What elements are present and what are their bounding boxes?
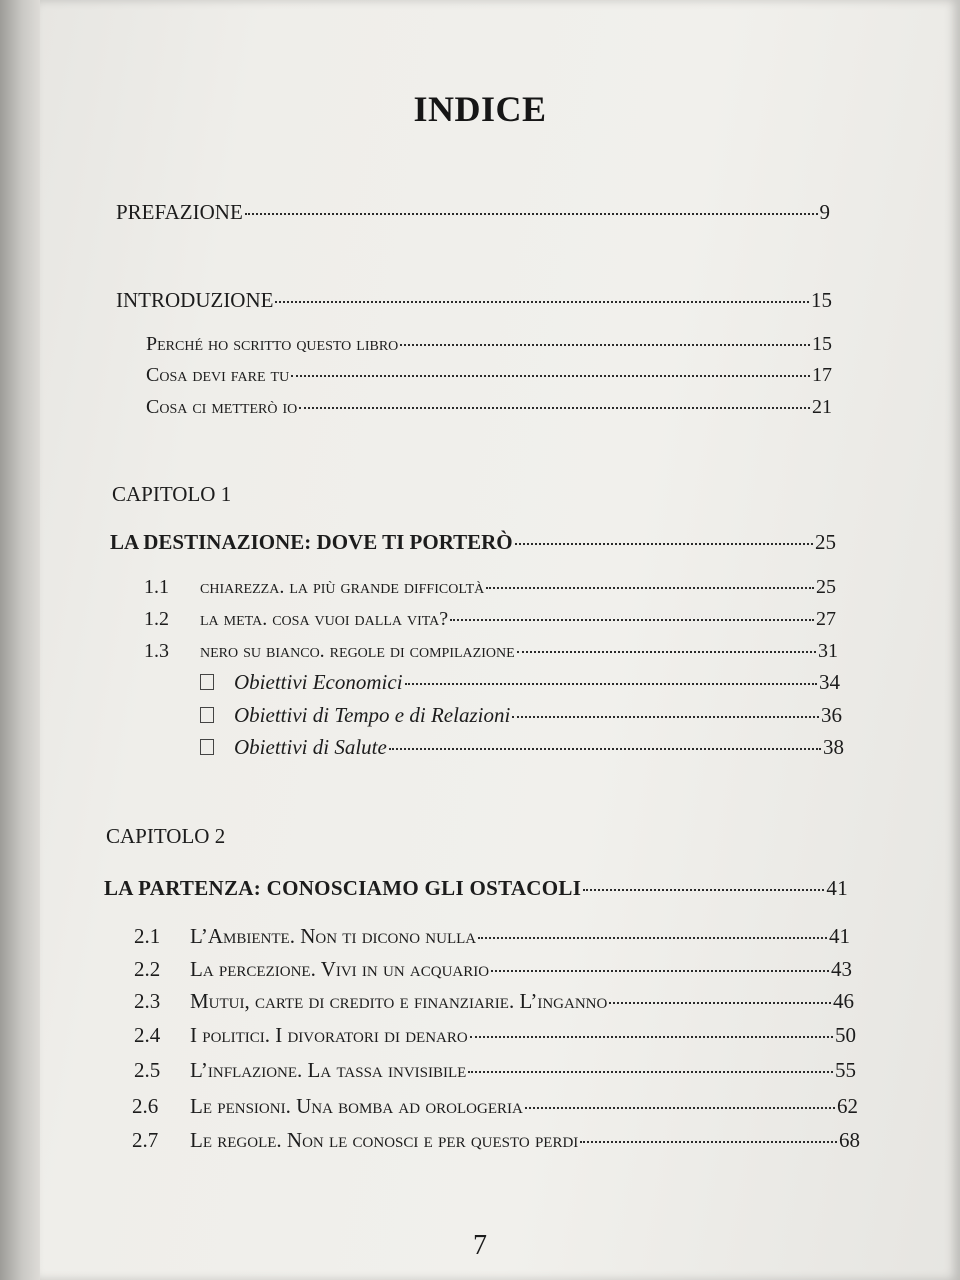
section-number: 1.1 xyxy=(144,576,169,598)
dot-leader xyxy=(525,1086,835,1109)
entry-page: 15 xyxy=(811,288,832,312)
entry-page: 21 xyxy=(812,396,832,418)
toc-section xyxy=(134,1054,856,1083)
entry-label: La percezione. Vivi in un acquario xyxy=(190,957,490,981)
section-number: 1.2 xyxy=(144,608,169,630)
dot-leader xyxy=(491,949,829,972)
entry-label: Le regole. Non le conosci e per questo perdi xyxy=(190,1128,579,1152)
toc-section xyxy=(134,920,850,949)
section-number: 2.5 xyxy=(134,1058,161,1082)
entry-label: Perché ho scritto questo libro xyxy=(146,333,399,355)
entry-label: L’Ambiente. Non ti dicono nulla xyxy=(190,924,477,948)
entry-label: INTRODUZIONE xyxy=(116,288,274,312)
entry-label: Obiettivi Economici xyxy=(234,670,403,694)
section-number: 2.7 xyxy=(132,1128,159,1152)
chapter-title-entry xyxy=(104,872,848,901)
dot-leader xyxy=(275,280,809,303)
toc-section xyxy=(144,635,838,663)
toc-bullet-entry xyxy=(200,731,844,760)
entry-label: Cosa devi fare tu xyxy=(146,364,290,386)
toc-subentry xyxy=(146,328,832,356)
entry-page: 15 xyxy=(812,333,832,355)
entry-page: 68 xyxy=(839,1128,860,1152)
entry-page: 55 xyxy=(835,1058,856,1082)
entry-label: LA PARTENZA: CONOSCIAMO GLI OSTACOLI xyxy=(104,876,582,900)
dot-leader xyxy=(389,727,821,750)
toc-section xyxy=(134,985,854,1014)
chapter-title-entry xyxy=(110,526,836,555)
dot-leader xyxy=(583,868,824,891)
dot-leader xyxy=(405,662,817,685)
toc-section xyxy=(144,571,836,599)
entry-page: 25 xyxy=(816,576,836,598)
entry-label: nero su bianco. regole di compilazione xyxy=(200,640,515,662)
entry-label: Mutui, carte di credito e finanziarie. L’inganno xyxy=(190,989,608,1013)
toc-entry-prefazione xyxy=(116,196,830,225)
entry-label: PREFAZIONE xyxy=(116,200,243,224)
entry-label: LA DESTINAZIONE: DOVE TI PORTERÒ xyxy=(110,530,513,554)
entry-page: 43 xyxy=(831,957,852,981)
chapter-heading: CAPITOLO 1 xyxy=(112,482,232,506)
checkbox-icon xyxy=(200,707,214,723)
checkbox-icon xyxy=(200,674,214,690)
toc-section xyxy=(134,953,852,982)
chapter-heading: CAPITOLO 2 xyxy=(106,824,226,848)
dot-leader xyxy=(580,1120,837,1143)
toc-section xyxy=(132,1090,858,1119)
section-number: 2.2 xyxy=(134,957,161,981)
entry-label: Obiettivi di Tempo e di Relazioni xyxy=(234,703,511,727)
toc-section xyxy=(132,1124,860,1153)
page-title: INDICE xyxy=(413,89,547,129)
entry-label: chiarezza. la più grande difficoltà xyxy=(200,576,485,598)
toc-section xyxy=(144,603,836,631)
toc-bullet-entry xyxy=(200,699,842,728)
section-number: 2.3 xyxy=(134,989,161,1013)
dot-leader xyxy=(299,387,810,409)
entry-label: Le pensioni. Una bomba ad orologeria xyxy=(190,1094,523,1118)
toc-bullet-entry xyxy=(200,666,840,695)
toc-section xyxy=(134,1019,856,1048)
entry-page: 41 xyxy=(826,876,848,900)
dot-leader xyxy=(470,1015,833,1038)
entry-label: la meta. cosa vuoi dalla vita? xyxy=(200,608,449,630)
entry-page: 17 xyxy=(812,364,832,386)
section-number: 2.1 xyxy=(134,924,161,948)
entry-page: 41 xyxy=(829,924,850,948)
dot-leader xyxy=(517,631,816,653)
dot-leader xyxy=(468,1050,833,1073)
page-number: 7 xyxy=(473,1230,487,1261)
entry-page: 50 xyxy=(835,1023,856,1047)
entry-label: L’inflazione. La tassa invisibile xyxy=(190,1058,467,1082)
checkbox-icon xyxy=(200,739,214,755)
toc-subentry xyxy=(146,359,832,387)
section-number: 2.6 xyxy=(132,1094,159,1118)
dot-leader xyxy=(609,981,831,1004)
entry-page: 31 xyxy=(818,640,838,662)
entry-page: 27 xyxy=(816,608,836,630)
entry-page: 46 xyxy=(833,989,854,1013)
dot-leader xyxy=(245,192,818,215)
dot-leader xyxy=(478,916,827,939)
dot-leader xyxy=(400,324,810,346)
entry-page: 62 xyxy=(837,1094,858,1118)
entry-label: I politici. I divoratori di denaro xyxy=(190,1023,468,1047)
toc-subentry xyxy=(146,391,832,419)
dot-leader xyxy=(486,567,814,589)
section-number: 2.4 xyxy=(134,1023,161,1047)
entry-page: 9 xyxy=(819,200,830,224)
entry-page: 38 xyxy=(823,735,844,759)
book-spine xyxy=(0,0,40,1280)
dot-leader xyxy=(515,522,813,545)
dot-leader xyxy=(512,695,819,718)
dot-leader xyxy=(291,355,810,377)
section-number: 1.3 xyxy=(144,640,169,662)
toc-entry-introduzione xyxy=(116,284,832,313)
entry-page: 25 xyxy=(815,530,836,554)
entry-page: 34 xyxy=(819,670,840,694)
entry-page: 36 xyxy=(821,703,842,727)
entry-label: Obiettivi di Salute xyxy=(234,735,387,759)
entry-label: Cosa ci metterò io xyxy=(146,396,298,418)
dot-leader xyxy=(450,599,814,621)
